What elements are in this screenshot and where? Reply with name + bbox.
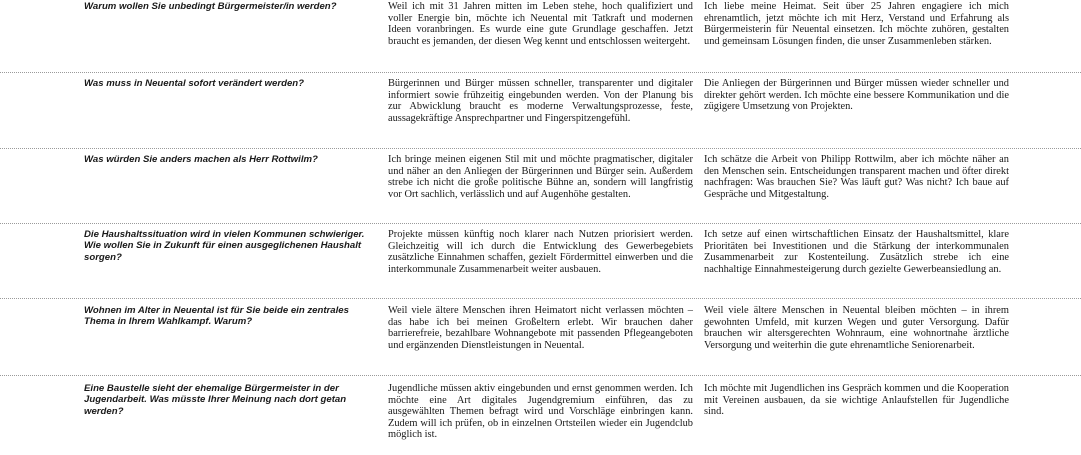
question-text: Warum wollen Sie unbedingt Bürgermeister/in werden? <box>84 1 337 12</box>
answer-left: Weil ich mit 31 Jahren mitten im Leben stehe, hoch qualifiziert und voller Energie bin, möchte ich Neuental mit Tatkraft und modernen Ideen voranbringen. Es wurde eine gute Grundlage geschaffen. Jetzt braucht es jemanden, der diesen Weg kennt und entschlossen weitergeht. <box>388 1 693 47</box>
answer-left: Jugendliche müssen aktiv eingebunden und ernst genommen werden. Ich möchte eine Art digitales Jugendgremium einführen, das zu ausgewählten Themen befragt wird und Vorschläge einbringen kann. Zudem will ich prüfen, ob in einzelnen Ortsteilen wieder ein Jugendclub möglich ist. <box>388 383 693 440</box>
table-row <box>0 78 1081 149</box>
question-text: Die Haushaltssituation wird in vielen Kommunen schwieriger. Wie wollen Sie in Zukunft für einen ausgeglichenen Haushalt sorgen? <box>84 229 365 263</box>
answer-left: Projekte müssen künftig noch klarer nach Nutzen priorisiert werden. Gleichzeitig will ich durch die Entwicklung des Gewerbegebiets zusätzliche Einnahmen schaffen, gezielt Fördermittel einwerben und die interkommunale Zusammenarbeit weiter ausbauen. <box>388 229 693 275</box>
answer-right: Ich liebe meine Heimat. Seit über 25 Jahren engagiere ich mich ehrenamtlich, jetzt möchte ich mit Herz, Verstand und Erfahrung als Bürgermeisterin für Neuental einsetzen. Ich möchte zuhören, gestalten und gemeinsam Lösungen finden, die unser Zusammenleben stärken. <box>704 1 1009 47</box>
answer-left: Ich bringe meinen eigenen Stil mit und möchte pragmatischer, digitaler und näher an den Anliegen der Bürgerinnen und Bürger sein. Außerdem strebe ich nicht die große politische Bühne an, sondern will langfristig vor Ort sachlich, verlässlich und auf Augenhöhe gestalten. <box>388 154 693 200</box>
question-text: Was muss in Neuental sofort verändert werden? <box>84 78 305 89</box>
question-text: Was würden Sie anders machen als Herr Rottwilm? <box>84 154 318 165</box>
table-row <box>0 1 1081 73</box>
table-row <box>0 229 1081 299</box>
table-row <box>0 154 1081 224</box>
question-text: Wohnen im Alter in Neuental ist für Sie beide ein zentrales Thema in Ihrem Wahlkampf. Warum? <box>84 305 349 328</box>
answer-right: Ich möchte mit Jugendlichen ins Gespräch kommen und die Kooperation mit Vereinen ausbauen, da sie wichtige Anlaufstellen für Jugendliche sind. <box>704 383 1009 417</box>
answer-right: Die Anliegen der Bürgerinnen und Bürger müssen wieder schneller und direkter gehört werden. Ich möchte eine bessere Kommunikation und die zügigere Umsetzung von Projekten. <box>704 78 1009 112</box>
table-row <box>0 383 1081 453</box>
table-row <box>0 305 1081 376</box>
answer-right: Weil viele ältere Menschen in Neuental bleiben möchten – in ihrem gewohnten Umfeld, mit kurzen Wegen und guter Versorgung. Dafür brauchen wir altersgerechten Wohnraum, eine wohnortnahe ärztliche Versorgung und weiterhin die gute ehrenamtliche Seniorenarbeit. <box>704 305 1009 351</box>
answer-right: Ich schätze die Arbeit von Philipp Rottwilm, aber ich möchte näher an den Menschen sein. Entscheidungen transparent machen und öfter direkt nachfragen: Was brauchen Sie? Was läuft gut? Was nicht? Ich baue auf Gespräche und Mitgestaltung. <box>704 154 1009 200</box>
answer-left: Weil viele ältere Menschen ihren Heimatort nicht verlassen möchten – das habe ich bei meinen Großeltern erlebt. Wir brauchen daher barrierefreie, bezahlbare Wohnangebote mit passenden Pflegeangeboten und ergänzenden Dienstleistungen in Neuental. <box>388 305 693 351</box>
answer-left: Bürgerinnen und Bürger müssen schneller, transparenter und digitaler informiert sowie frühzeitig eingebunden werden. Von der Planung bis zur Abwicklung braucht es moderne Verwaltungsprozesse, feste, aussagekräftige Ansprechpartner und Fingerspitzengefühl. <box>388 78 693 124</box>
question-text: Eine Baustelle sieht der ehemalige Bürgermeister in der Jugendarbeit. Was müsste Ihrer Meinung nach dort getan werden? <box>84 383 347 417</box>
answer-right: Ich setze auf einen wirtschaftlichen Einsatz der Haushaltsmittel, klare Prioritäten bei Investitionen und die Stärkung der interkommunalen Zusammenarbeit zur Kostenteilung. Zusätzlich strebe ich eine nachhaltige Einnahmesteigerung durch gezielte Gewerbeansiedlung an. <box>704 229 1009 275</box>
